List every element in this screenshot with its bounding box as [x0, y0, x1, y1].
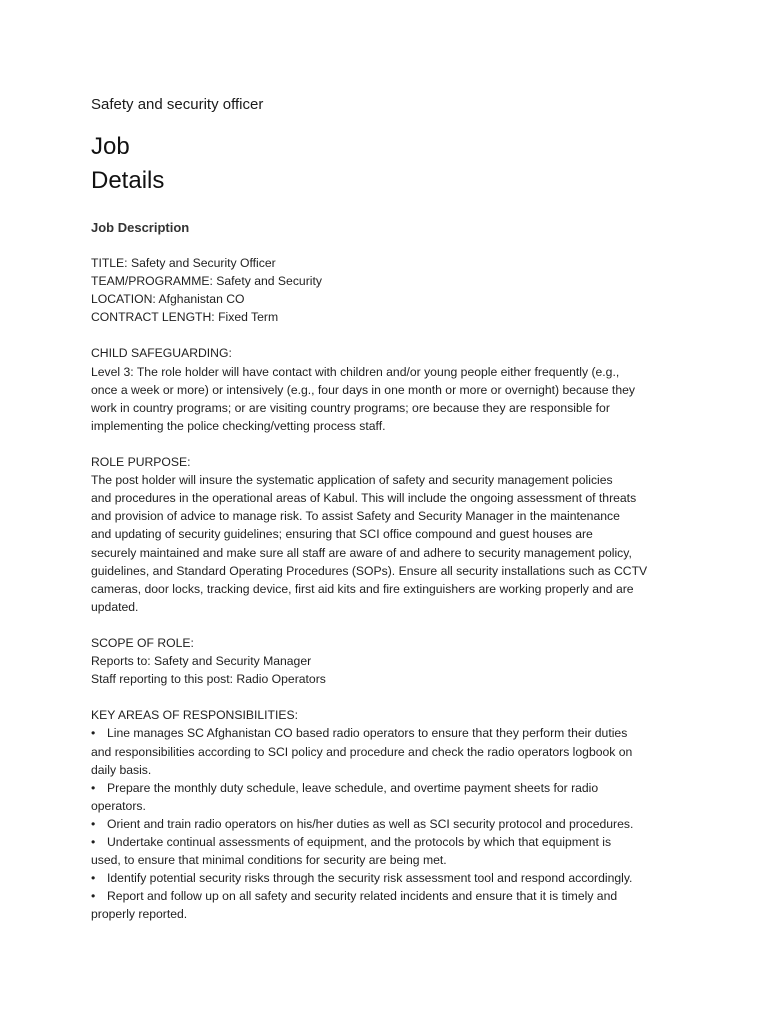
responsibility-bullet-4 [91, 833, 683, 851]
responsibility-text: Prepare the monthly duty schedule, leave schedule, and overtime payment sheets for radio [107, 780, 599, 795]
role-purpose-line: and updating of security guidelines; ensuring that SCI office compound and guest houses are [91, 527, 593, 542]
responsibility-text: Undertake continual assessments of equipment, and the protocols by which that equipment is [107, 835, 612, 849]
responsibility-bullet-5 [91, 869, 683, 887]
child-safeguarding-line: work in country programs; or are visiting country programs; ore because they are responsible for [91, 400, 610, 415]
paragraph-gap [91, 616, 683, 634]
responsibility-continuation: and responsibilities according to SCI policy and procedure and check the radio operators logbook on [91, 744, 633, 759]
child-safeguarding-line: implementing the police checking/vetting process staff. [91, 418, 386, 433]
scope-reports-to: Reports to: Safety and Security Manager [91, 654, 312, 669]
responsibility-continuation: daily basis. [91, 762, 152, 777]
responsibility-bullet-3 [91, 815, 683, 833]
responsibility-text: Line manages SC Afghanistan CO based radio operators to ensure that they perform their duties [107, 726, 628, 741]
bullet-icon: • [91, 726, 96, 741]
responsibility-continuation: used, to ensure that minimal conditions for security are being met. [91, 853, 447, 868]
key-areas-heading: KEY AREAS OF RESPONSIBILITIES: [91, 708, 299, 723]
bullet-icon: • [91, 780, 96, 795]
bullet-icon: • [91, 871, 96, 886]
child-safeguarding-heading: CHILD SAFEGUARDING: [91, 346, 232, 361]
role-purpose-line: The post holder will insure the systematic application of safety and security management policies [91, 473, 613, 488]
page-title [91, 130, 164, 198]
job-posting-title: Safety and security officer [91, 96, 264, 113]
role-purpose-line: updated. [91, 599, 139, 614]
responsibility-text: Report and follow up on all safety and security related incidents and ensure that it is timely and [107, 889, 618, 904]
role-purpose-line: and provision of advice to manage risk. To assist Safety and Security Manager in the maintenance [91, 509, 620, 524]
paragraph-gap [91, 326, 683, 344]
responsibility-continuation: operators. [91, 798, 146, 813]
responsibility-text: Identify potential security risks through the security risk assessment tool and respond accordingly. [107, 871, 633, 886]
scope-staff-reporting: Staff reporting to this post: Radio Operators [91, 672, 326, 687]
role-purpose-line: guidelines, and Standard Operating Procedures (SOPs). Ensure all security installations such as CCTV [91, 563, 648, 578]
bullet-icon: • [91, 889, 96, 904]
field-title: TITLE: Safety and Security Officer [91, 256, 276, 270]
child-safeguarding-line: once a week or more) or intensively (e.g., four days in one month or more or overnight) because they [91, 382, 635, 397]
responsibility-text: Orient and train radio operators on his/her duties as well as SCI security protocol and procedures. [107, 816, 634, 831]
role-purpose-line: and procedures in the operational areas of Kabul. This will include the ongoing assessment of threats [91, 491, 637, 506]
page-title-line-1: Job [91, 133, 130, 160]
bullet-icon: • [91, 835, 96, 849]
role-purpose-heading: ROLE PURPOSE: [91, 455, 191, 470]
job-description-body [91, 254, 683, 923]
responsibility-bullet-2 [91, 779, 683, 797]
field-team-programme: TEAM/PROGRAMME: Safety and Security [91, 274, 322, 289]
child-safeguarding-line: Level 3: The role holder will have contact with children and/or young people either frequently (e.g., [91, 364, 620, 379]
paragraph-gap [91, 435, 683, 453]
bullet-icon: • [91, 816, 96, 831]
paragraph-gap [91, 688, 683, 706]
role-purpose-line: cameras, door locks, tracking device, first aid kits and fire extinguishers are working properly and are [91, 581, 634, 596]
field-contract-length: CONTRACT LENGTH: Fixed Term [91, 310, 279, 325]
page-title-line-2: Details [91, 167, 165, 194]
responsibility-bullet-1 [91, 724, 683, 742]
responsibility-bullet-6 [91, 887, 683, 905]
field-location: LOCATION: Afghanistan CO [91, 292, 245, 307]
job-description-heading: Job Description [91, 220, 190, 235]
role-purpose-line: securely maintained and make sure all staff are aware of and adhere to security management policy, [91, 545, 632, 560]
scope-of-role-heading: SCOPE OF ROLE: [91, 635, 194, 650]
responsibility-continuation: properly reported. [91, 907, 188, 922]
